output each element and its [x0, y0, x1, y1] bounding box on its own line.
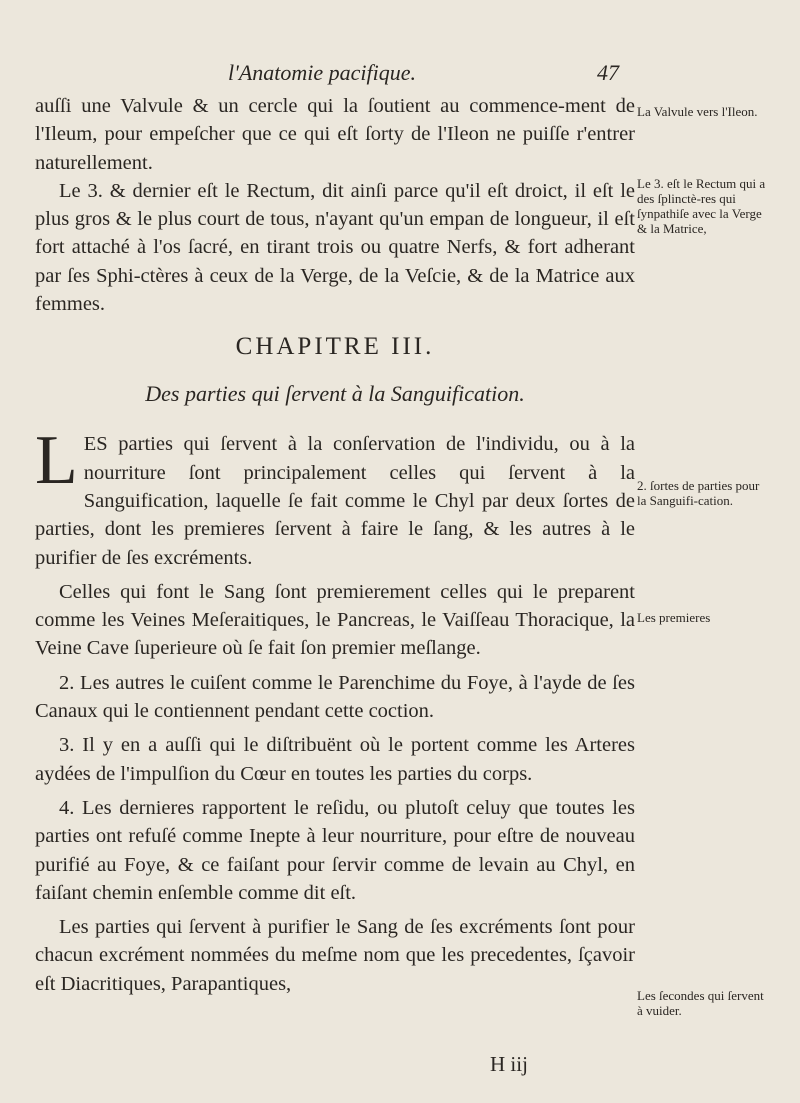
paragraph: 4. Les dernieres rapportent le reſidu, ou plutoſt celuy que toutes les parties ont refuſé comme Inepte à leur nourriture, pour eſtre de nouveau purifié au Foye, & ce faiſant pour ſervir comme de levain au Chyl, en faiſant chemin enſemble comme dit eſt. — [35, 796, 635, 904]
paragraph: 2. Les autres le cuiſent comme le Parenchime du Foye, à l'ayde de ſes Canaux qui le contiennent pendant cette coction. — [35, 671, 635, 723]
drop-cap: L — [35, 422, 78, 500]
paragraph: 3. Il y en a auſſi qui le diſtribuënt où le portent comme les Arteres aydées de l'impulſion du Cœur en toutes les parties du corps. — [35, 734, 635, 785]
paragraph-text: ES parties qui ſervent à la conſervation de l'individu, ou à la nourriture ſont principalement celles qui ſervent à la Sanguification, laquelle ſe fait comme le Chyl par deux ſortes de parties, dont les premieres ſervent à faire le ſang, & les autres à le purifier de ſes excréments. — [35, 433, 635, 569]
paragraph: Le 3. & dernier eſt le Rectum, dit ainſi parce qu'il eſt droict, il eſt le plus gros & le plus court de tous, n'ayant qu'un empan de longueur, il eſt fort attaché à l'os ſacré, en tirant trois ou quatre Nerfs, & fort adherant par ſes Sphi-ctères à ceux de la Verge, de la Veſcie, & de la Matrice aux femmes. — [35, 179, 635, 316]
paragraph: Les parties qui ſervent à purifier le Sang de ſes excréments ſont pour chacun excrément nommées du meſme nom que les precedentes, ſçavoir eſt Diacritiques, Parapantiques, — [35, 916, 635, 995]
paragraph — [35, 422, 635, 571]
margin-note: Les premieres — [637, 610, 711, 625]
margin-note: La Valvule vers l'Ileon. — [637, 104, 758, 119]
signature-mark: H iij — [490, 1052, 528, 1076]
paragraph: auſſi une Valvule & un cercle qui la ſoutient au commence-ment de l'Ileum, pour empeſcher que ce qui eſt ſorty de l'Ileon ne puiſſe r'entrer naturellement. — [35, 95, 635, 174]
margin-note: Le 3. eſt le Rectum qui a des ſplinctè-res qui ſynpathiſe avec la Verge & la Matrice, — [637, 176, 766, 236]
margin-note: Les ſecondes qui ſervent à vuider. — [637, 988, 764, 1018]
running-head: l'Anatomie pacifique. — [228, 60, 416, 85]
chapter-title: CHAPITRE III. — [235, 333, 435, 361]
margin-note: 2. ſortes de parties pour la Sanguifi-cation. — [637, 478, 760, 508]
page-number: 47 — [597, 60, 619, 85]
section-title: Des parties qui ſervent à la Sanguification. — [145, 381, 525, 407]
page-header — [0, 60, 800, 92]
paragraph: Celles qui font le Sang ſont premierement celles qui le preparent comme les Veines Meſeraitiques, le Pancreas, le Vaiſſeau Thoracique, la Veine Cave ſuperieure où ſe fait ſon premier meſlange. — [35, 580, 635, 660]
main-text — [35, 92, 635, 998]
